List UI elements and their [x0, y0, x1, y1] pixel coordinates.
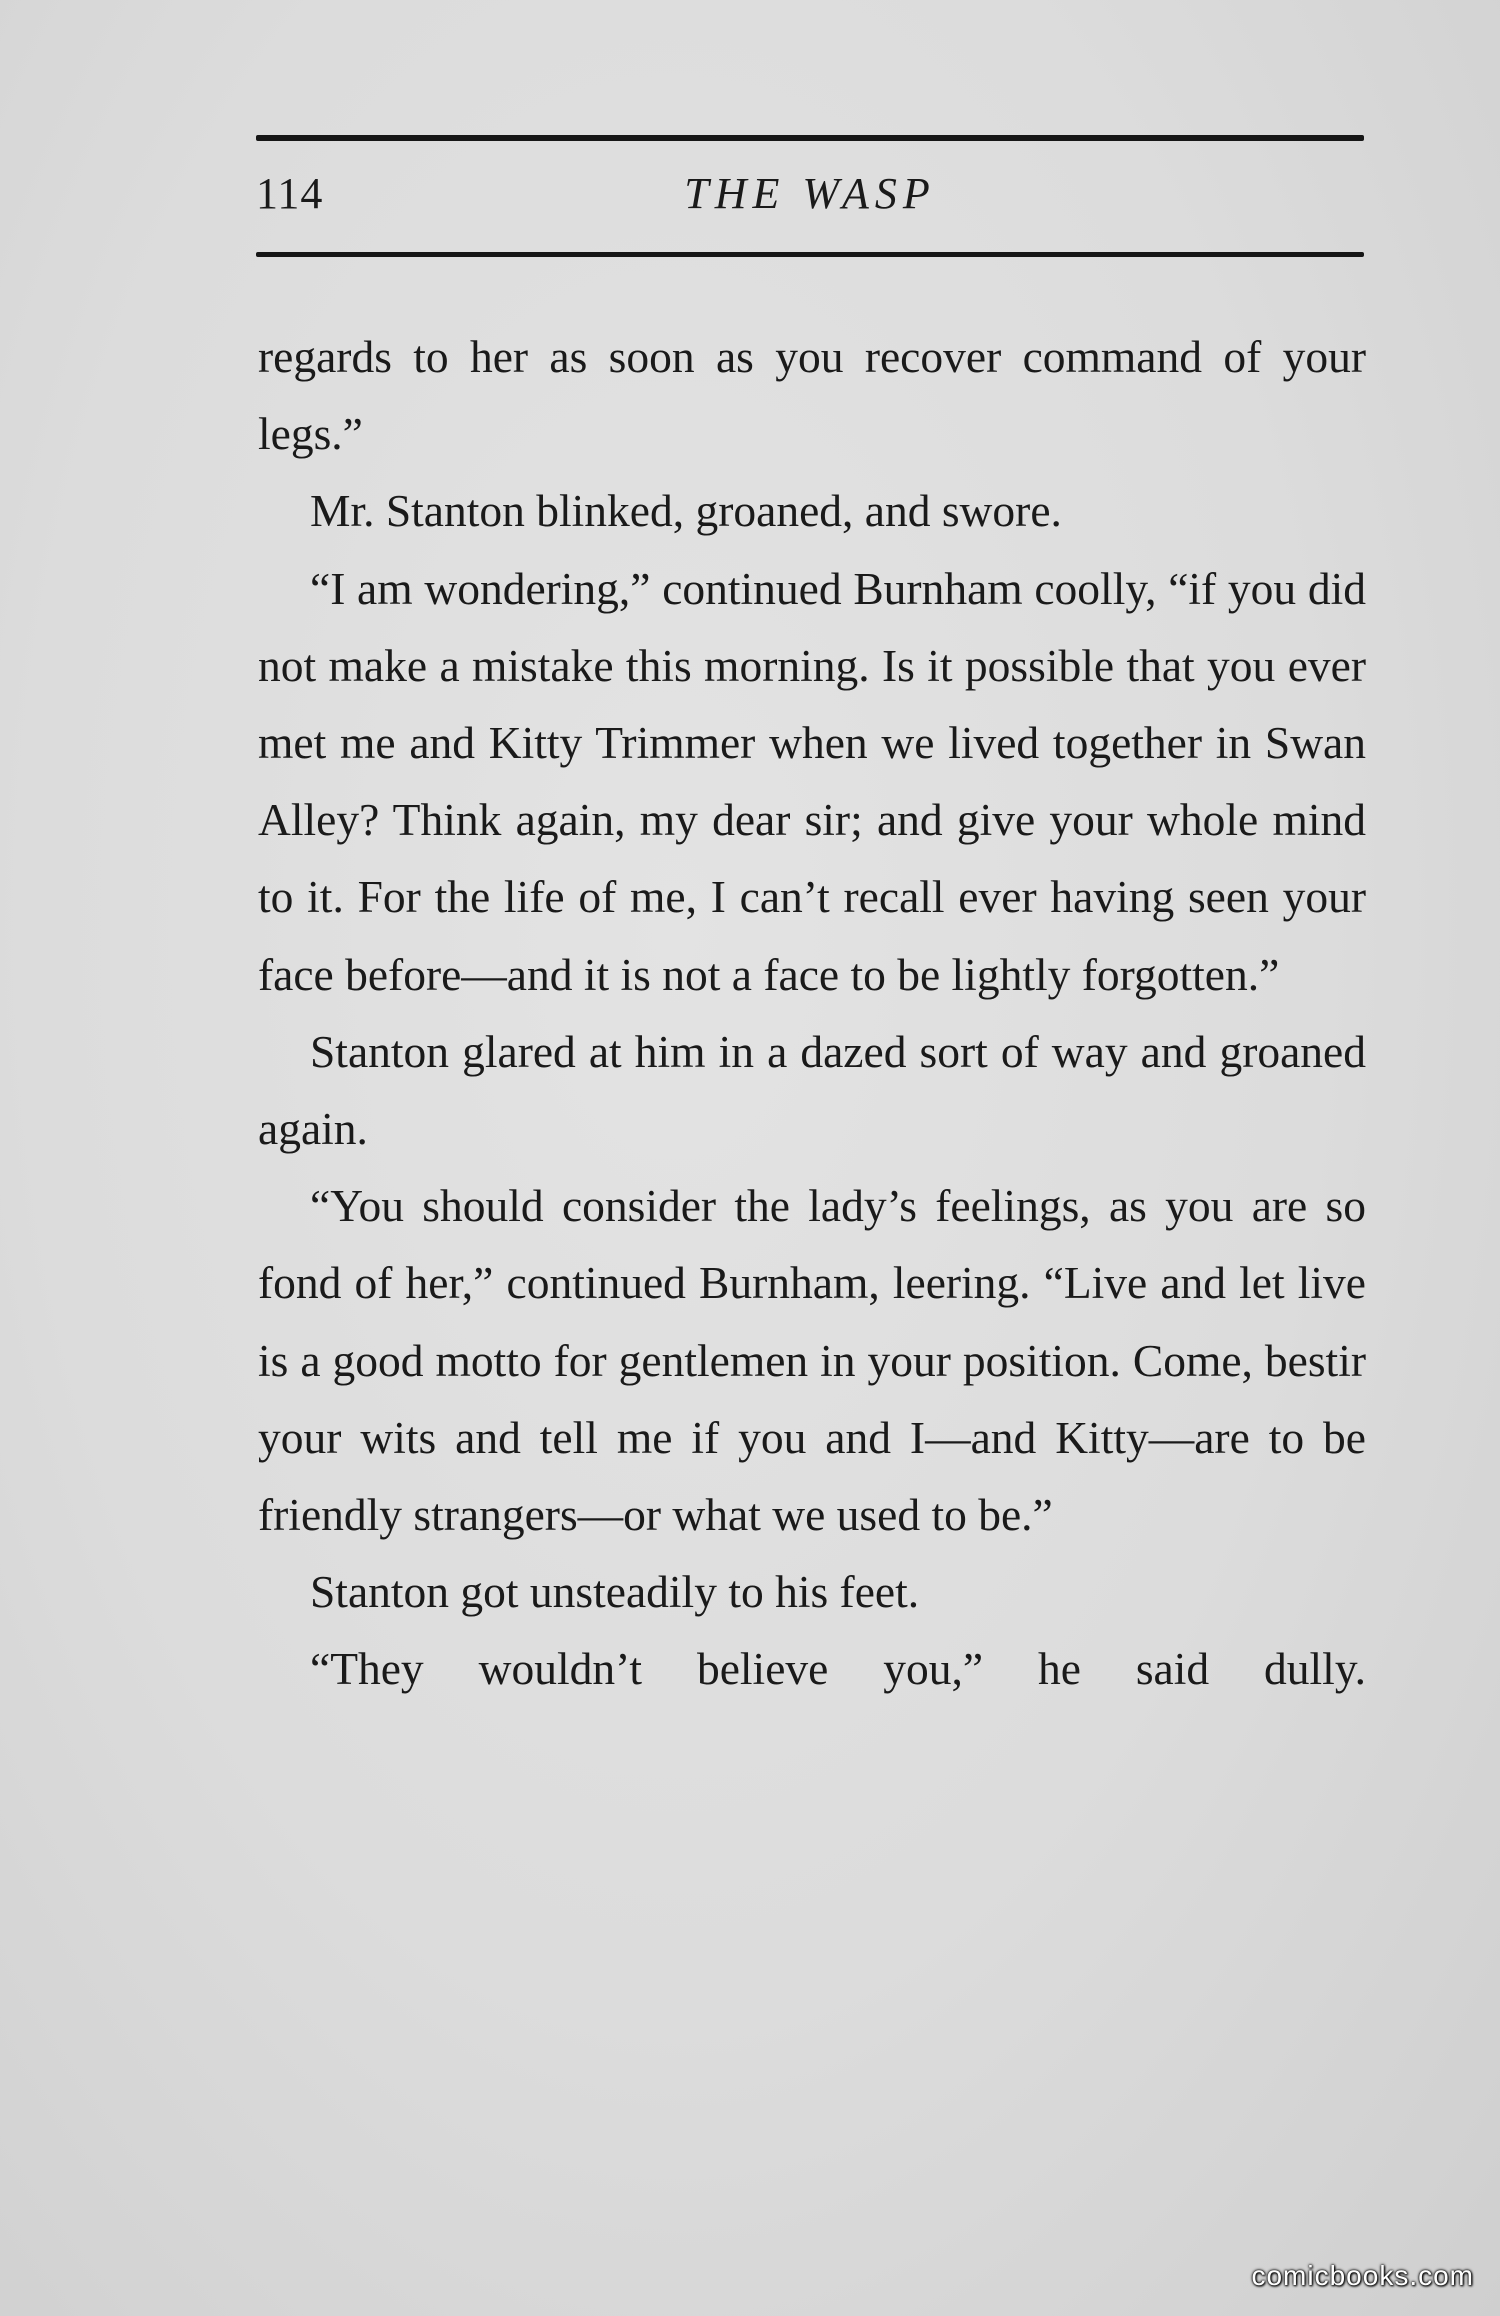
paragraph-continuation: regards to her as soon as you recover command of your legs.” — [258, 331, 1366, 460]
watermark: comicbooks.com — [1251, 2260, 1474, 2291]
paragraph: “I am wondering,” continued Burnham coolly, “if you did not make a mistake this morning. Is it possible that you ever met me and Kitty Trimmer when we lived together in Swan Alley? Think again, my dear sir; and give your whole mind to it. For the life of me, I can’t recall ever having seen your face before—and it is not a face to be lightly forgotten.” — [258, 562, 1366, 1000]
header-rule-top — [256, 135, 1364, 141]
running-head — [256, 168, 1364, 228]
book-title: THE WASP — [684, 169, 936, 218]
paragraph: Stanton got unsteadily to his feet. — [310, 1566, 920, 1618]
paragraph: Stanton glared at him in a dazed sort of way and groaned again. — [258, 1025, 1366, 1155]
header-rule-bottom — [256, 252, 1364, 257]
paragraph: “They wouldn’t believe you,” he said dully. — [310, 1643, 1366, 1695]
paragraph: Mr. Stanton blinked, groaned, and swore. — [310, 485, 1062, 537]
page-number: 114 — [256, 169, 324, 218]
body-text — [258, 318, 1366, 1708]
paragraph: “You should consider the lady’s feelings, as you are so fond of her,” continued Burnham, leering. “Live and let live is a good motto for gentlemen in your position. Come, bestir your wits and tell me if you and I—and Kitty—are to be friendly strangers—or what we used to be.” — [258, 1180, 1366, 1541]
